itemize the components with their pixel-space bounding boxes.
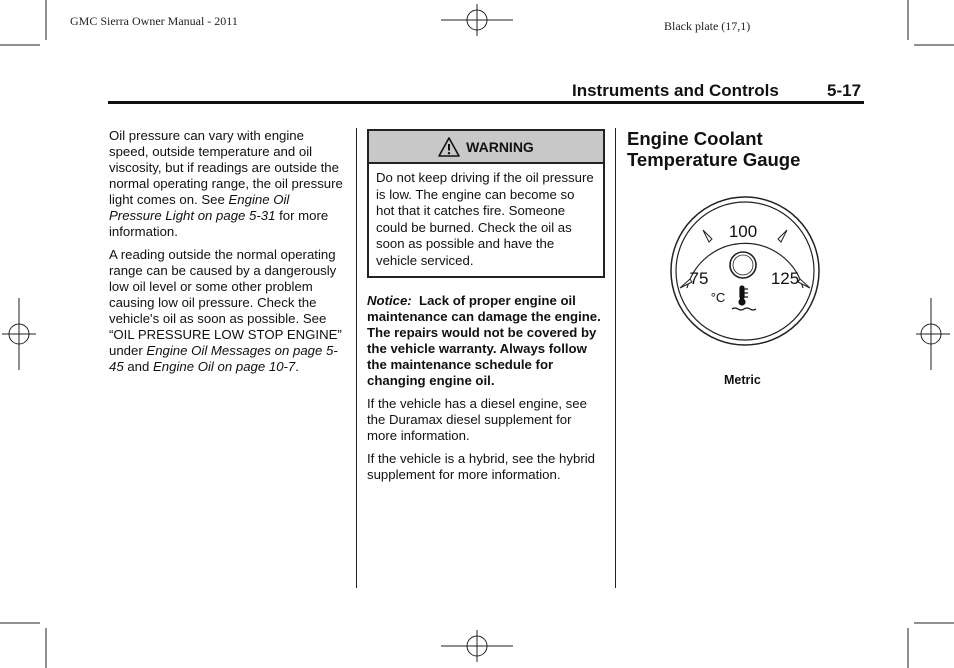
header-rule	[108, 101, 864, 104]
oil-pressure-paragraph: Oil pressure can vary with engine speed, outside temperature and oil viscosity, but if readings are outside the normal operating range, the oil pressure light comes on. See Engine Oil Pressure Light on page 5-31 for more information.	[109, 128, 343, 239]
gauge-unit: °C	[710, 290, 726, 305]
notice-paragraph	[367, 293, 605, 389]
cross-reference: Engine Oil on page 10-7	[153, 359, 296, 374]
gauge-caption: Metric	[724, 373, 761, 387]
notice-text: Lack of proper engine oil maintenance can damage the engine. The repairs would not be covered by the vehicle warranty. Always follow the maintenance schedule for changing engine oil.	[367, 292, 601, 388]
registration-mark-right	[916, 298, 950, 370]
warning-icon	[438, 137, 460, 157]
middle-column	[367, 129, 605, 490]
left-column	[109, 128, 345, 382]
warning-header	[369, 131, 603, 164]
page-number: 5-17	[827, 81, 862, 100]
section-title: Instruments and Controls	[572, 81, 779, 100]
column-divider-left	[356, 128, 357, 588]
registration-mark-bottom	[441, 630, 513, 662]
gauge-section-title: Engine Coolant Temperature Gauge	[627, 128, 801, 170]
cross-reference: Engine Oil Pressure Light on page 5-31	[109, 192, 290, 223]
diesel-paragraph: If the vehicle has a diesel engine, see the Duramax diesel supplement for more information.	[367, 395, 587, 443]
column-divider-right	[615, 128, 616, 588]
gauge-label-low: 75	[689, 269, 709, 288]
coolant-gauge	[670, 196, 820, 346]
cross-reference: Engine Oil Messages on page 5-45	[109, 343, 338, 374]
warning-box	[367, 129, 605, 278]
gauge-hub	[730, 252, 756, 278]
warning-text: Do not keep driving if the oil pressure is low. The engine can become so hot that it catches fire. Someone could be burned. Check the oil as soon as possible and have the vehicle serviced.	[376, 170, 594, 268]
registration-mark-top	[441, 4, 513, 36]
gauge-label-high: 125	[770, 269, 800, 288]
warning-label: WARNING	[466, 138, 534, 155]
registration-mark-left	[2, 298, 36, 370]
notice-label: Notice:	[367, 292, 412, 308]
gauge-label-mid: 100	[728, 222, 758, 241]
hybrid-paragraph: If the vehicle is a hybrid, see the hybrid supplement for more information.	[367, 450, 595, 482]
manual-title: GMC Sierra Owner Manual - 2011	[70, 14, 238, 28]
plate-label: Black plate (17,1)	[664, 19, 751, 33]
out-of-range-paragraph: A reading outside the normal operating range can be caused by a dangerously low oil level or some other problem causing low oil pressure. Check the vehicle's oil as soon as possible. See “OIL PRESSURE LOW STOP ENGINE” under Engine Oil Messages on page 5-45 and Engine Oil on page 10-7.	[109, 247, 342, 374]
